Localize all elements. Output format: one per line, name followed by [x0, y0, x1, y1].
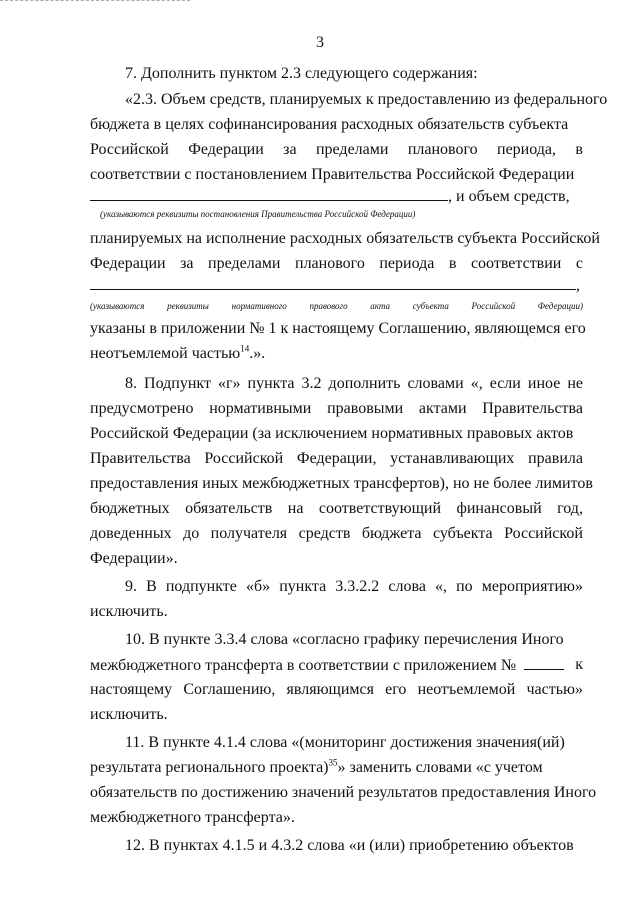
item-8-line-6 — [90, 499, 583, 519]
word: обязательств — [185, 500, 273, 517]
word: пределами — [208, 255, 281, 272]
word: финансовый — [456, 500, 542, 517]
item-2-3-line-9: указаны в приложении № 1 к настоящему Соглашению, являющемся его — [90, 320, 586, 337]
text-fragment: неотъемлемой частью — [90, 345, 241, 362]
word: по — [456, 578, 473, 595]
word: 9. — [125, 578, 137, 595]
word: 3.3.2.2 — [335, 578, 380, 595]
blank-line — [90, 186, 448, 201]
word: планового — [295, 255, 365, 272]
footnote-caption-2 — [90, 300, 583, 312]
word: правовыми — [327, 400, 404, 417]
word: словами — [407, 375, 464, 392]
word: Российской — [504, 525, 583, 542]
text-fragment: , — [576, 277, 580, 294]
word: 8. — [125, 375, 137, 392]
word: Федерации, — [296, 450, 377, 467]
text-line: «2.3. Объем средств, планируемых к предоставлению из федерального — [125, 91, 608, 108]
item-9-line-2: исключить. — [90, 603, 168, 620]
word: В — [146, 578, 157, 595]
item-2-3-line-8 — [90, 275, 583, 296]
word: предусмотрено — [90, 400, 194, 417]
word: периода, — [497, 141, 557, 158]
item-8-line-4 — [90, 449, 583, 469]
word: Федерации — [90, 255, 166, 272]
word: планового — [407, 141, 478, 158]
word: пределами — [315, 141, 389, 158]
item-2-3-line-2: бюджета в целях софинансирования расходных обязательств субъекта — [90, 116, 569, 133]
item-2-3-line-10 — [90, 344, 583, 364]
word: являющимся — [286, 681, 374, 698]
word: пункта — [279, 578, 327, 595]
text-fragment: межбюджетного трансферта в соответствии с приложением № — [90, 657, 517, 674]
word: периода — [379, 255, 435, 272]
item-9-line-1 — [125, 577, 583, 597]
word: получателя — [210, 525, 288, 542]
word: год, — [557, 500, 583, 517]
word: за — [283, 141, 297, 158]
text-fragment: результата регионального проекта) — [90, 759, 329, 776]
item-8-line-3: Российской Федерации (за исключением нормативных правовых актов — [90, 425, 574, 442]
word: устанавливающих — [390, 450, 515, 467]
word: нормативного — [231, 301, 287, 311]
item-10-line-4: исключить. — [90, 706, 168, 723]
word: на — [287, 500, 304, 517]
word: иное — [527, 375, 561, 392]
word: бюджетных — [90, 500, 170, 517]
text-fragment: , и объем средств, — [448, 188, 570, 205]
footnote-ref: 14 — [240, 343, 250, 354]
item-11-line-2 — [90, 758, 583, 778]
word: «г» — [217, 375, 241, 392]
word: слова — [388, 578, 426, 595]
item-11-line-4: межбюджетного трансферта». — [90, 809, 295, 826]
word: Российской — [471, 301, 516, 311]
word: Соглашению, — [183, 681, 276, 698]
item-8-line-8: Федерации». — [90, 550, 178, 567]
word: акта — [370, 301, 390, 311]
word: субъекта — [412, 301, 449, 311]
item-7-title: 7. Дополнить пунктом 2.3 следующего содержания: — [125, 65, 478, 82]
word: настоящему — [90, 681, 173, 698]
item-2-3-line-1 — [125, 90, 608, 110]
word: Федерации — [188, 141, 264, 158]
word: в — [575, 141, 583, 158]
word: частью» — [526, 681, 583, 698]
footnote-caption-1: (указываются реквизиты постановления Правительства Российской Федерации) — [100, 209, 416, 219]
word: нормативными — [209, 400, 312, 417]
footnote-ref: 35 — [328, 757, 338, 768]
item-8-line-2 — [90, 399, 583, 419]
item-2-3-line-5 — [90, 186, 583, 207]
word: актами — [418, 400, 467, 417]
word: мероприятию» — [481, 578, 583, 595]
text-fragment: .». — [249, 345, 266, 362]
item-8-line-1 — [125, 374, 583, 394]
page-number: 3 — [316, 34, 324, 51]
word: «б» — [245, 578, 271, 595]
blank-line — [90, 275, 576, 290]
word: правового — [309, 301, 348, 311]
item-10-line-2 — [90, 655, 583, 676]
item-8-line-7 — [90, 524, 583, 544]
word: если — [489, 375, 521, 392]
word: соответствующий — [318, 500, 442, 517]
word: Российской — [204, 450, 284, 467]
word: доведенных — [90, 525, 172, 542]
item-12-line-1: 12. В пунктах 4.1.5 и 4.3.2 слова «и (или) приобретению объектов — [125, 837, 574, 854]
item-2-3-line-7 — [90, 254, 583, 274]
item-11-line-1: 11. В пункте 4.1.4 слова «(мониторинг достижения значения(ий) — [125, 734, 565, 751]
item-2-3-line-3 — [90, 140, 583, 160]
word: 3.2 — [301, 375, 322, 392]
word: пункта — [247, 375, 295, 392]
word: «, — [435, 578, 448, 595]
word: с — [575, 255, 583, 272]
item-8-line-5: предоставления иных межбюджетных трансфертов), но не более лимитов — [90, 475, 593, 492]
text-fragment: » заменить словами «с учетом — [337, 759, 543, 776]
word: субъекта — [432, 525, 493, 542]
word: средств — [298, 525, 351, 542]
word: правила — [528, 450, 583, 467]
word: в — [448, 255, 457, 272]
blank-line — [524, 655, 564, 670]
word: (указываются — [90, 301, 145, 311]
word: Федерации) — [537, 301, 583, 311]
scan-edge-mark — [0, 0, 190, 2]
word: подпункте — [165, 578, 237, 595]
word: Подпункт — [144, 375, 211, 392]
word: «, — [470, 375, 483, 392]
word: до — [183, 525, 200, 542]
item-10-line-3 — [90, 680, 583, 700]
word: неотъемлемой — [417, 681, 516, 698]
word: его — [385, 681, 407, 698]
word: Правительства — [90, 450, 191, 467]
word: соответствии — [470, 255, 562, 272]
word: реквизиты — [167, 301, 209, 311]
word: не — [567, 375, 583, 392]
item-2-3-line-4: соответствии с постановлением Правительства Российской Федерации — [90, 166, 575, 183]
word: Правительства — [482, 400, 583, 417]
word: за — [180, 255, 194, 272]
item-11-line-3: обязательств по достижению значений результатов предоставления Иного — [90, 784, 597, 801]
item-10-line-1: 10. В пункте 3.3.4 слова «согласно графику перечисления Иного — [125, 631, 564, 648]
text-fragment: к — [575, 656, 583, 673]
item-2-3-line-6: планируемых на исполнение расходных обязательств субъекта Российской — [90, 230, 600, 247]
word: Российской — [90, 141, 169, 158]
word: дополнить — [328, 375, 401, 392]
word: бюджета — [361, 525, 422, 542]
